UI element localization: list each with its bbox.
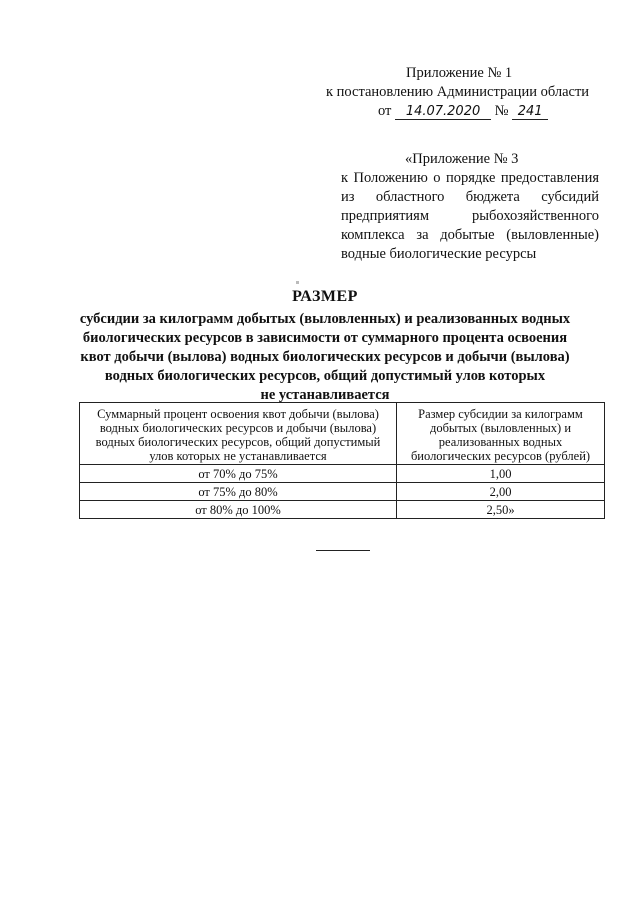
- heading-subtitle: [60, 310, 590, 405]
- cell-range: от 80% до 100%: [80, 501, 397, 519]
- table-header-row: [80, 403, 605, 465]
- subsidy-table-wrapper: [79, 402, 605, 519]
- heading-sub-line: водных биологических ресурсов, общий допустимый улов которых: [104, 368, 546, 384]
- subsidy-table: [79, 402, 605, 519]
- heading-sub-line: биологических ресурсов в зависимости от суммарного процента освоения: [82, 330, 568, 346]
- appendix-1-title: Приложение № 1: [406, 65, 513, 81]
- header-amount: Размер субсидии за килограмм добытых (выловленных) и реализованных водных биологических ресурсов (рублей): [397, 403, 605, 465]
- from-label: от: [378, 103, 392, 119]
- number-label: №: [494, 103, 509, 119]
- appendix-3-header: [341, 150, 599, 264]
- closing-rule: [316, 550, 370, 551]
- document-heading: [60, 286, 590, 405]
- appendix-1-header: [310, 64, 605, 121]
- appendix-1-date-line: [310, 102, 605, 121]
- scan-speck: [296, 281, 299, 284]
- heading-sub-line: субсидии за килограмм добытых (выловленных) и реализованных водных: [79, 311, 571, 327]
- table-row: [80, 465, 605, 483]
- appendix-3-text: к Положению о порядке предоставления из областного бюджета субсидий предприятиям рыбохозяйственного комплекса за добытые (выловленные) водные биологические ресурсы: [341, 170, 599, 262]
- heading-main: РАЗМЕР: [292, 288, 358, 305]
- cell-amount: 2,00: [397, 483, 605, 501]
- heading-sub-line: квот добычи (вылова) водных биологических ресурсов и добычи (вылова): [80, 349, 570, 365]
- header-percent: Суммарный процент освоения квот добычи (вылова) водных биологических ресурсов и добычи (вылова) водных биологических ресурсов, общий допустимый улов которых не устанавливается: [80, 403, 397, 465]
- heading-sub-line: не устанавливается: [260, 387, 390, 403]
- cell-amount: 2,50»: [397, 501, 605, 519]
- handwritten-date: 14.07.2020: [395, 104, 491, 120]
- cell-range: от 70% до 75%: [80, 465, 397, 483]
- cell-amount: 1,00: [397, 465, 605, 483]
- appendix-1-to-line: к постановлению Администрации области: [326, 84, 590, 100]
- cell-range: от 75% до 80%: [80, 483, 397, 501]
- appendix-3-title: «Приложение № 3: [405, 151, 519, 167]
- handwritten-number: 241: [512, 104, 548, 120]
- table-row: [80, 501, 605, 519]
- table-row: [80, 483, 605, 501]
